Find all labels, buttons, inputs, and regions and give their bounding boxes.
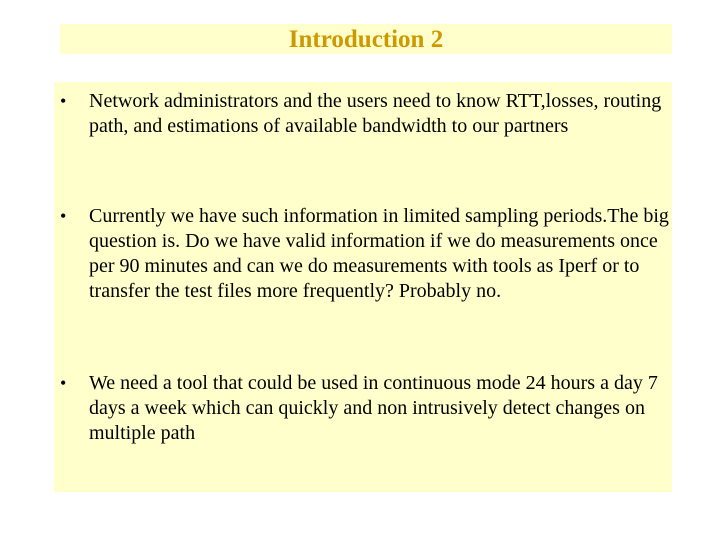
bullet-marker: • — [60, 206, 67, 226]
bullet-marker: • — [60, 91, 67, 111]
bullet-text: Network administrators and the users need to know RTT,losses, routing path, and estimations of available bandwidth to our partners — [89, 90, 662, 137]
bullet-text: We need a tool that could be used in continuous mode 24 hours a day 7 days a week which can quickly and non intrusively detect changes on multiple path — [89, 372, 658, 444]
content-panel — [54, 82, 672, 492]
bullet-text: Currently we have such information in limited sampling periods.The big question is. Do we have valid information if we do measurements once per 90 minutes and can we do measurements with tools as Iperf or to transfer the test files more frequently? Probably no. — [89, 205, 669, 302]
bullet-marker: • — [60, 373, 67, 393]
slide-title: Introduction 2 — [288, 26, 444, 53]
title-band — [60, 24, 672, 54]
